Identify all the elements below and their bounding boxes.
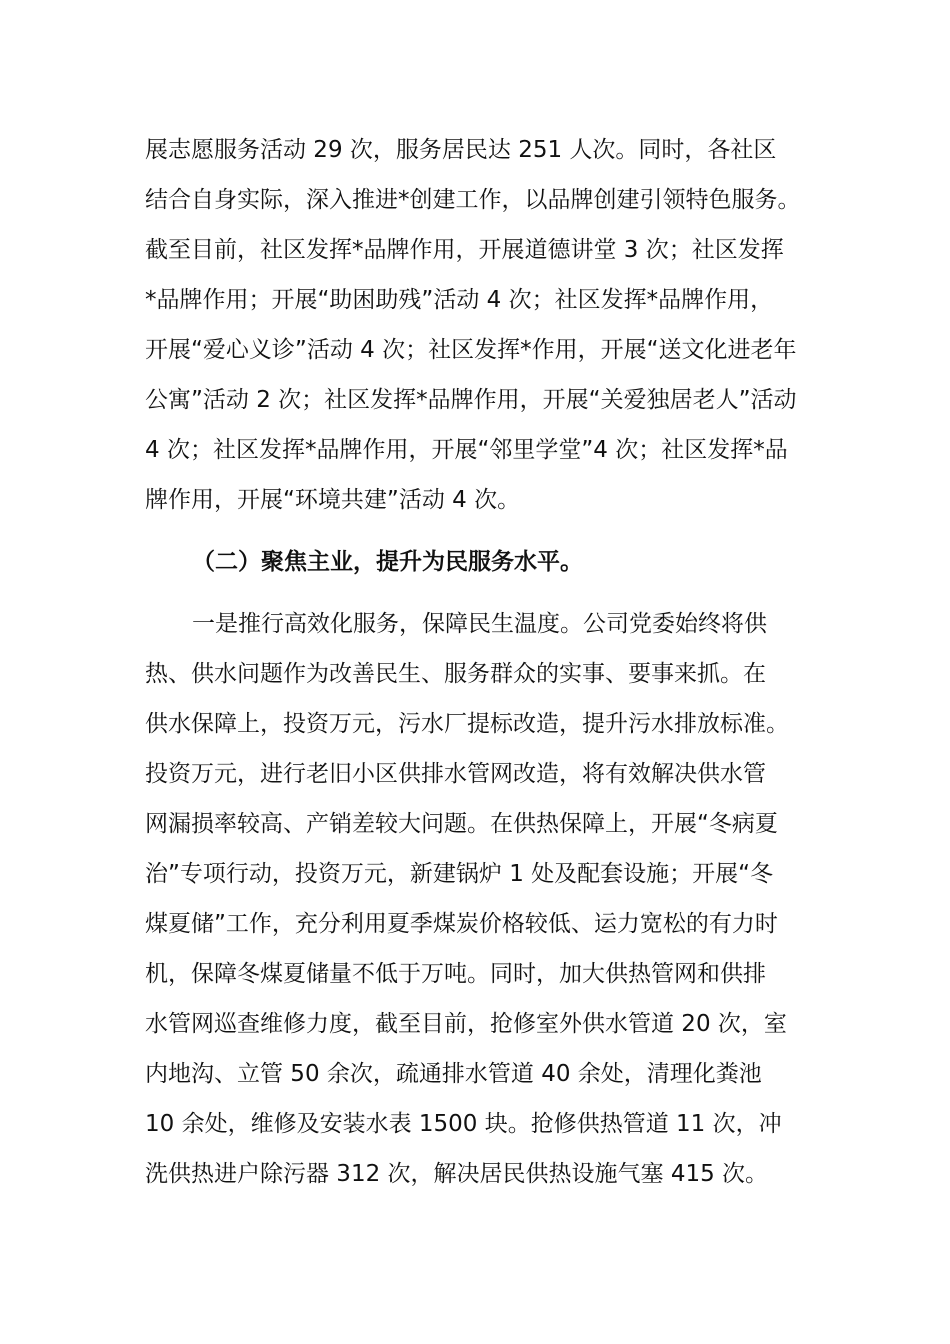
paragraph-line: 热、供水问题作为改善民生、服务群众的实事、要事来抓。在	[145, 661, 766, 687]
paragraph-line: 水管网巡查维修力度，截至目前，抢修室外供水管道 20 次，室	[145, 1011, 787, 1037]
paragraph-line: 开展“爱心义诊”活动 4 次；社区发挥*作用，开展“送文化进老年	[145, 337, 797, 363]
paragraph-line: 洗供热进户除污器 312 次，解决居民供热设施气塞 415 次。	[145, 1161, 769, 1187]
paragraph-line: 4 次；社区发挥*品牌作用，开展“邻里学堂”4 次；社区发挥*品	[145, 437, 788, 463]
paragraph-line: *品牌作用；开展“助困助残”活动 4 次；社区发挥*品牌作用，	[145, 287, 774, 313]
section-heading: （二）聚焦主业，提升为民服务水平。	[192, 549, 583, 575]
paragraph-line: 结合自身实际，深入推进*创建工作，以品牌创建引领特色服务。	[145, 187, 801, 213]
paragraph-line: 网漏损率较高、产销差较大问题。在供热保障上，开展“冬病夏	[145, 811, 778, 837]
paragraph-line: 一是推行高效化服务，保障民生温度。公司党委始终将供	[192, 611, 767, 637]
paragraph-line: 公寓”活动 2 次；社区发挥*品牌作用，开展“关爱独居老人”活动	[145, 387, 797, 413]
paragraph-line: 煤夏储”工作，充分利用夏季煤炭价格较低、运力宽松的有力时	[145, 911, 778, 937]
paragraph-line: 牌作用，开展“环境共建”活动 4 次。	[145, 487, 521, 513]
paragraph-line: 展志愿服务活动 29 次，服务居民达 251 人次。同时，各社区	[145, 137, 777, 163]
paragraph-line: 截至目前，社区发挥*品牌作用，开展道德讲堂 3 次；社区发挥	[145, 237, 784, 263]
paragraph-line: 10 余处，维修及安装水表 1500 块。抢修供热管道 11 次，冲	[145, 1111, 782, 1137]
paragraph-line: 机，保障冬煤夏储量不低于万吨。同时，加大供热管网和供排	[145, 961, 766, 987]
paragraph-line: 内地沟、立管 50 余次，疏通排水管道 40 余处，清理化粪池	[145, 1061, 762, 1087]
paragraph-line: 供水保障上，投资万元，污水厂提标改造，提升污水排放标准。	[145, 711, 789, 737]
paragraph-line: 治”专项行动，投资万元，新建锅炉 1 处及配套设施；开展“冬	[145, 861, 774, 887]
paragraph-line: 投资万元，进行老旧小区供排水管网改造，将有效解决供水管	[145, 761, 766, 787]
